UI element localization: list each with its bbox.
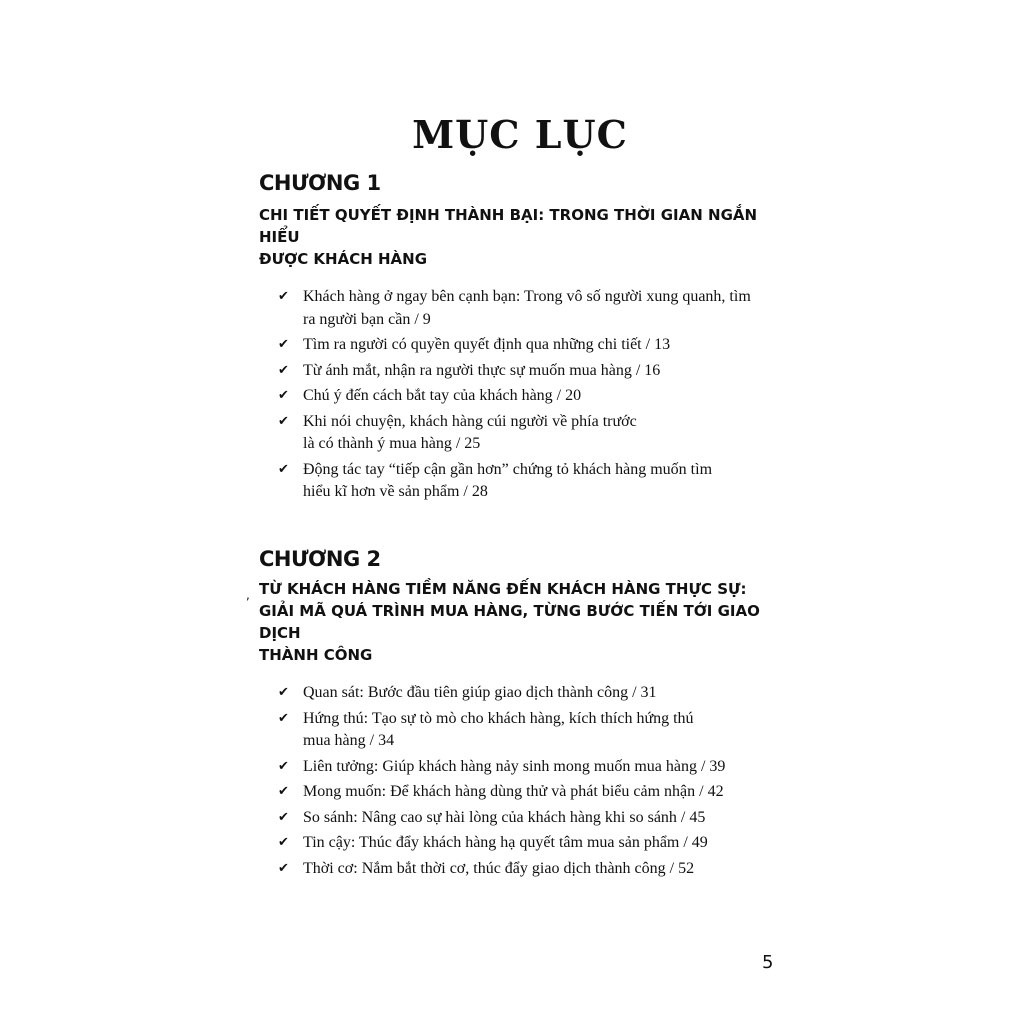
chapter-heading-line: TỪ KHÁCH HÀNG TIỀM NĂNG ĐẾN KHÁCH HÀNG THỰC SỰ: xyxy=(259,580,747,598)
toc-item-text: Tìm ra người có quyền quyết định qua những chi tiết / 13 xyxy=(303,336,671,353)
checkmark-icon: ✔ xyxy=(278,809,289,825)
toc-item xyxy=(259,858,779,881)
toc-item xyxy=(259,459,779,504)
toc-item xyxy=(259,334,779,357)
toc-item xyxy=(259,385,779,408)
checkmark-icon: ✔ xyxy=(278,835,289,850)
toc-item-text: Khi nói chuyện, khách hàng cúi người về phía trước là có thành ý mua hàng / 25 xyxy=(303,412,637,452)
toc-list xyxy=(259,682,779,880)
checkmark-icon: ✔ xyxy=(278,289,289,304)
checkmark-icon: ✔ xyxy=(278,784,289,799)
checkmark-icon: ✔ xyxy=(278,413,289,429)
toc-item-text: Liên tưởng: Giúp khách hàng nảy sinh mong muốn mua hàng / 39 xyxy=(303,757,726,775)
checkmark-icon: ✔ xyxy=(278,685,289,700)
stray-mark: , xyxy=(246,588,250,602)
toc-item-text: Khách hàng ở ngay bên cạnh bạn: Trong vô số người xung quanh, tìm ra người bạn cần / 9 xyxy=(303,288,751,328)
toc-item xyxy=(259,411,779,456)
toc-item xyxy=(259,781,779,804)
toc-list xyxy=(259,286,779,504)
chapter-heading-line: ĐƯỢC KHÁCH HÀNG xyxy=(259,250,428,268)
toc-item-text: Quan sát: Bước đầu tiên giúp giao dịch thành công / 31 xyxy=(303,684,657,701)
page-title: MỤC LỤC xyxy=(412,112,628,157)
chapter-1 xyxy=(259,170,779,507)
checkmark-icon: ✔ xyxy=(278,362,289,378)
toc-item-text: Từ ánh mắt, nhận ra người thực sự muốn mua hàng / 16 xyxy=(303,361,661,379)
chapter-heading xyxy=(259,204,769,270)
chapter-2 xyxy=(259,546,779,883)
toc-item xyxy=(259,756,779,779)
chapter-heading xyxy=(259,578,769,666)
chapter-heading-line: THÀNH CÔNG xyxy=(259,646,373,664)
toc-item-text: Động tác tay “tiếp cận gần hơn” chứng tỏ khách hàng muốn tìm hiểu kĩ hơn về sản phẩm / 28 xyxy=(303,460,713,500)
toc-item-text: Mong muốn: Để khách hàng dùng thử và phát biểu cảm nhận / 42 xyxy=(303,783,724,800)
toc-item-text: So sánh: Nâng cao sự hài lòng của khách hàng khi so sánh / 45 xyxy=(303,808,706,826)
page-number: 5 xyxy=(762,952,774,973)
checkmark-icon: ✔ xyxy=(278,758,289,774)
toc-item-text: Thời cơ: Nắm bắt thời cơ, thúc đẩy giao dịch thành công / 52 xyxy=(303,859,695,877)
checkmark-icon: ✔ xyxy=(278,388,289,403)
chapter-label: CHƯƠNG 1 xyxy=(259,171,381,195)
chapter-heading-line: CHI TIẾT QUYẾT ĐỊNH THÀNH BẠI: TRONG THỜI GIAN NGẮN HIỂU xyxy=(259,206,758,246)
toc-item xyxy=(259,832,779,855)
toc-item-text: Tin cậy: Thúc đẩy khách hàng hạ quyết tâm mua sản phẩm / 49 xyxy=(303,834,708,851)
toc-item xyxy=(259,286,779,331)
chapter-label: CHƯƠNG 2 xyxy=(259,547,381,571)
chapter-heading-line: GIẢI MÃ QUÁ TRÌNH MUA HÀNG, TỪNG BƯỚC TIẾN TỚI GIAO DỊCH xyxy=(259,602,760,642)
checkmark-icon: ✔ xyxy=(278,461,289,477)
toc-item xyxy=(259,360,779,383)
toc-item xyxy=(259,807,779,830)
toc-item-text: Hứng thú: Tạo sự tò mò cho khách hàng, kích thích hứng thú mua hàng / 34 xyxy=(303,709,694,749)
toc-item xyxy=(259,682,779,705)
checkmark-icon: ✔ xyxy=(278,860,289,876)
toc-item xyxy=(259,708,779,753)
checkmark-icon: ✔ xyxy=(278,710,289,726)
toc-item-text: Chú ý đến cách bắt tay của khách hàng / 20 xyxy=(303,387,582,404)
checkmark-icon: ✔ xyxy=(278,337,289,352)
